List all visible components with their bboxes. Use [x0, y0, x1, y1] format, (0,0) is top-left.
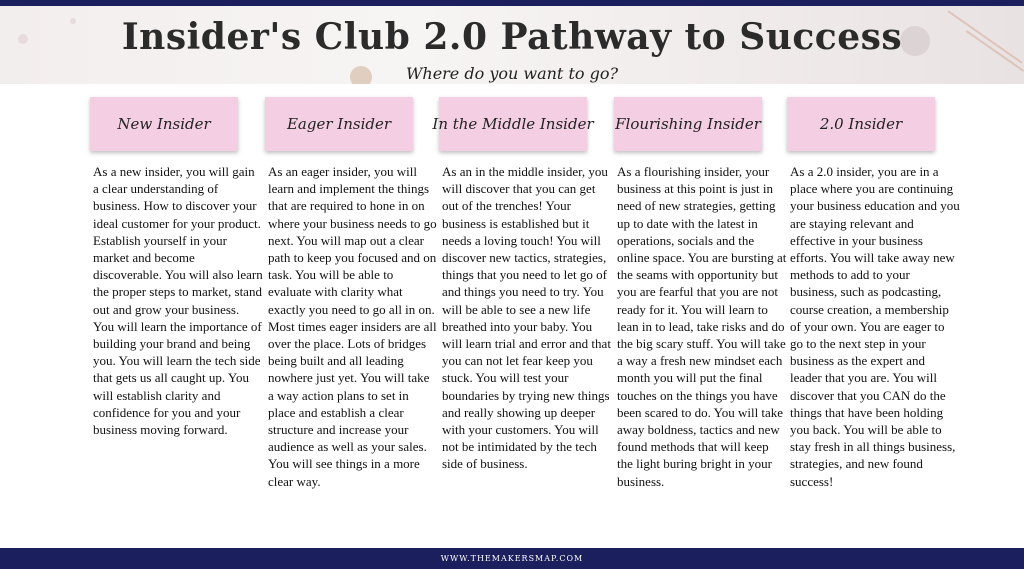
- column-description: As an eager insider, you will learn and implement the things that are required to hone in on where your business needs to go next. You will map out a clear path to keep you focused and on task. You will be able to evaluate with clarity what exactly you need to go all in on. Most times eager insiders are all over the place. Lots of bridges being built and all leading nowhere just yet. You will take a way action plans to set in place and establish a clear structure and increase your audience as well as your sales. You will see things in a more clear way.: [268, 164, 437, 489]
- pathway-columns: [0, 84, 1024, 548]
- column-heading: 2.0 Insider: [819, 115, 903, 133]
- column-description: As a new insider, you will gain a clear understanding of business. How to discover your ideal customer for your product. Establish yourself in your market and become discoverable. You will also learn the proper steps to market, stand out and grow your business. You will learn the importance of building your brand and being you. You will learn the tech side that gets us all caught up. You will establish clarity and confidence for you and your business moving forward.: [93, 164, 263, 438]
- column-2-0-insider: [787, 84, 961, 548]
- page-subtitle: Where do you want to go?: [405, 64, 619, 83]
- column-description: As a flourishing insider, your business at this point is just in need of new strategies, getting up to date with the latest in operations, socials and the online space. You are bursting at the seams with opportunity but you are fearful that you are not ready for it. You will learn to lean in to lead, take risks and do the big scary stuff. You will take a way a fresh new mindset each month you will put the final touches on the things you have been scared to do. You will take away boldness, tactics and new found methods that will keep the light buring bright in your business.: [617, 164, 787, 489]
- column-description: As a 2.0 insider, you are in a place where you are continuing your business education and you are staying relevant and effective in your business efforts. You will take away new methods to add to your business, such as podcasting, course creation, a membership of your own. You are eager to go to the next step in your business as the expert and leader that you are. You will discover that you CAN do the things that have been holding you back. You will be able to stay fresh in all things business, strategies, and new found success!: [790, 164, 960, 489]
- column-heading-box: [787, 97, 935, 151]
- column-heading-box: [90, 97, 238, 151]
- column-flourishing-insider: [614, 84, 788, 548]
- column-heading: New Insider: [117, 115, 211, 133]
- column-heading-box: [432, 97, 594, 151]
- column-heading-box: [614, 97, 762, 151]
- page-title: Insider's Club 2.0 Pathway to Success: [121, 16, 903, 58]
- column-description: As an in the middle insider, you will discover that you can get out of the trenches! Your business is established but it needs a loving touch! You will discover new tactics, strategies, things that you need to let go of and things you need to try. You will be able to see a new life breathed into your baby. You will learn trial and error and that you can not let fear keep you stuck. You will test your boundaries by trying new things and really showing up deeper with your customers. You will not be intimidated by the tech side of business.: [442, 164, 611, 472]
- column-heading: In the Middle Insider: [432, 115, 594, 133]
- column-eager-insider: [265, 84, 439, 548]
- column-heading: Flourishing Insider: [615, 115, 761, 133]
- column-heading: Eager Insider: [286, 115, 392, 133]
- footer-website: WWW.THEMAKERSMAP.COM: [440, 554, 584, 563]
- column-heading-box: [265, 97, 413, 151]
- header-banner: [0, 6, 1024, 84]
- column-new-insider: [90, 84, 264, 548]
- footer-bar: [0, 548, 1024, 569]
- column-in-the-middle-insider: [432, 84, 613, 548]
